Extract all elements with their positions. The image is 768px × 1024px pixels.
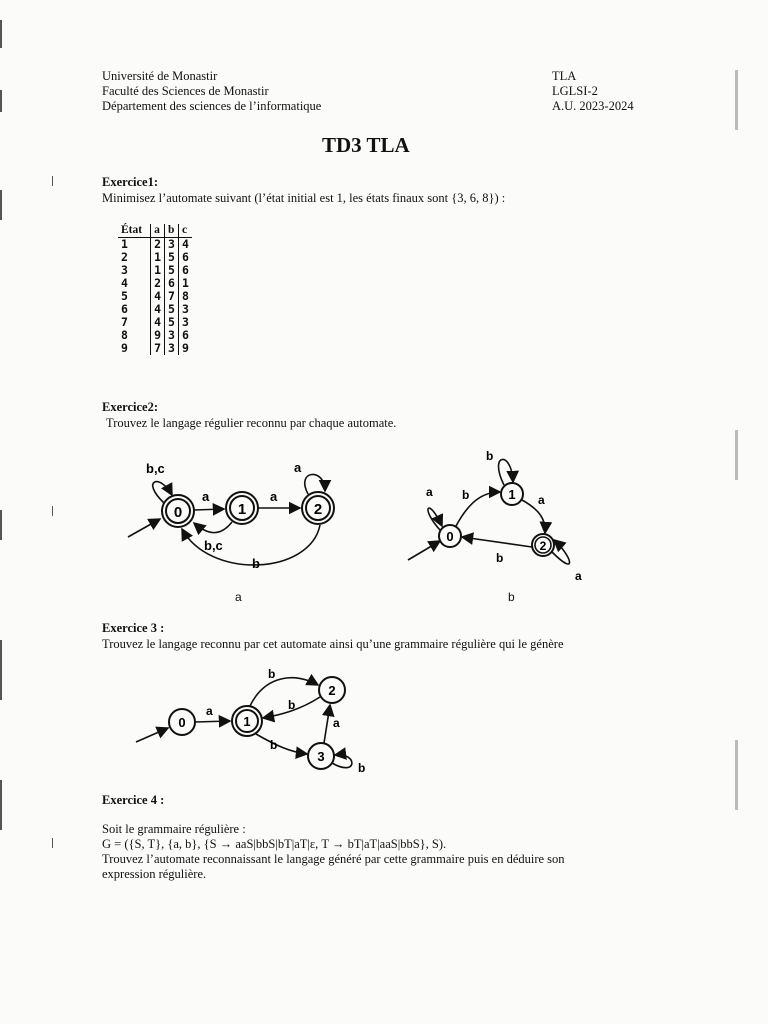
state-cell: 3 <box>121 263 128 277</box>
scan-mark <box>0 640 2 700</box>
table-header: a <box>151 224 165 238</box>
scan-mark <box>52 838 53 848</box>
ex3-text: Trouvez le langage reconnu par cet automate ainsi qu’une grammaire régulière qui le génère <box>102 637 564 651</box>
class-level: LGLSI-2 <box>552 84 598 98</box>
automaton-b <box>400 448 600 588</box>
page-title: TD3 TLA <box>322 133 410 157</box>
transition-table <box>118 224 192 355</box>
ex4-line1: Soit le grammaire régulière : <box>102 822 246 836</box>
state-0 <box>169 709 195 735</box>
transition-cell: 6 <box>165 277 179 290</box>
transition-cell: 8 <box>178 290 191 303</box>
department-name: Département des sciences de l’informatique <box>102 99 322 113</box>
state-2 <box>319 677 345 703</box>
state-label: 2 <box>313 501 323 518</box>
transition-cell: 1 <box>178 277 191 290</box>
table-row <box>118 238 192 252</box>
ex4-title: Exercice 4 : <box>102 793 165 807</box>
university-name: Université de Monastir <box>102 69 218 83</box>
state-0 <box>162 495 194 527</box>
state-cell: 6 <box>121 302 128 316</box>
state-label: 3 <box>317 749 325 764</box>
table-row <box>118 342 192 355</box>
transition-cell: 6 <box>178 264 191 277</box>
table-header: État <box>118 224 151 238</box>
transition-cell: 3 <box>165 329 179 342</box>
transition-cell: 4 <box>178 238 191 252</box>
state-3 <box>308 743 334 769</box>
edge-label: a <box>333 716 340 730</box>
state-cell: 8 <box>121 328 128 342</box>
table-header-row <box>118 224 192 238</box>
ex2-text: Trouvez le langage régulier reconnu par chaque automate. <box>106 416 397 430</box>
transition-cell: 1 <box>151 264 165 277</box>
state-label: 1 <box>508 487 516 502</box>
ex3-title: Exercice 3 : <box>102 621 165 635</box>
edge-label: b <box>288 698 296 712</box>
transition-cell: 7 <box>165 290 179 303</box>
scan-mark <box>0 780 2 830</box>
edge-label: b <box>358 761 366 775</box>
transition-cell: 4 <box>151 290 165 303</box>
scan-mark <box>735 740 738 810</box>
edge-label: a <box>538 493 545 507</box>
automaton-ex3 <box>130 660 380 785</box>
transition-cell: 3 <box>178 303 191 316</box>
header-left <box>102 69 321 114</box>
transition-cell: 6 <box>178 251 191 264</box>
state-cell: 9 <box>121 341 128 355</box>
state-cell: 5 <box>121 289 128 303</box>
transition-cell: 5 <box>165 303 179 316</box>
transition-cell: 2 <box>151 277 165 290</box>
faculty-name: Faculté des Sciences de Monastir <box>102 84 269 98</box>
state-label: 1 <box>243 714 251 729</box>
edge-label: a <box>426 485 433 499</box>
ex1-text: Minimisez l’automate suivant (l’état initial est 1, les états finaux sont {3, 6, 8}) : <box>102 191 506 205</box>
state-2 <box>302 492 334 524</box>
edge-label: a <box>202 489 210 504</box>
ex1-title: Exercice1: <box>102 175 158 189</box>
caption-b: b <box>508 590 515 604</box>
state-label: 0 <box>173 504 183 521</box>
caption-a: a <box>235 590 242 604</box>
transition-cell: 3 <box>165 342 179 355</box>
scan-mark <box>735 70 738 130</box>
ex4-line4: expression régulière. <box>102 867 207 881</box>
transition-cell: 4 <box>151 316 165 329</box>
scan-mark <box>0 190 2 220</box>
edge-label: b <box>496 551 504 565</box>
ex4-grammar: G = ({S, T}, {a, b}, {S → aaS|bbS|bT|aT|ε, T → bT|aT|aaS|bbS}, S). <box>102 837 447 851</box>
state-2 <box>532 534 554 556</box>
edge-label: b,c <box>204 538 223 553</box>
state-0 <box>439 525 461 547</box>
state-cell: 1 <box>121 237 128 251</box>
state-cell: 2 <box>121 250 128 264</box>
academic-year: A.U. 2023-2024 <box>552 99 634 113</box>
transition-cell: 5 <box>165 264 179 277</box>
scan-mark <box>52 506 53 516</box>
state-label: 2 <box>328 683 336 698</box>
ex4-body <box>102 822 565 882</box>
state-1 <box>226 492 258 524</box>
transition-cell: 7 <box>151 342 165 355</box>
edge-label: a <box>270 489 278 504</box>
transition-cell: 5 <box>165 251 179 264</box>
scan-mark <box>52 176 53 186</box>
edge-label: a <box>206 704 213 718</box>
edge-label: b <box>270 738 278 752</box>
transition-cell: 9 <box>178 342 191 355</box>
table-header: c <box>178 224 191 238</box>
edge-label: b <box>268 667 276 681</box>
ex4-line3: Trouvez l’automate reconnaissant le langage généré par cette grammaire puis en déduire son <box>102 852 565 866</box>
state-cell: 4 <box>121 276 128 290</box>
transition-cell: 5 <box>165 316 179 329</box>
state-label: 0 <box>178 715 186 730</box>
scan-mark <box>0 510 2 540</box>
edge-label: a <box>294 460 302 475</box>
state-label: 1 <box>237 501 247 518</box>
ex2-title: Exercice2: <box>102 400 158 414</box>
scan-mark <box>0 20 2 48</box>
transition-cell: 9 <box>151 329 165 342</box>
edge-label: a <box>575 569 582 583</box>
automaton-a <box>120 455 360 585</box>
edge-label: b <box>462 488 470 502</box>
transition-cell: 4 <box>151 303 165 316</box>
scan-mark <box>0 90 2 112</box>
table-body <box>118 238 192 356</box>
transition-cell: 3 <box>178 316 191 329</box>
header-right <box>552 69 634 114</box>
state-label: 2 <box>539 539 547 553</box>
edge-label: b <box>252 556 260 571</box>
state-1 <box>232 706 262 736</box>
transition-cell: 3 <box>165 238 179 252</box>
edge-label: b,c <box>146 461 165 476</box>
edge-label: b <box>486 449 494 463</box>
course-code: TLA <box>552 69 577 83</box>
transition-cell: 2 <box>151 238 165 252</box>
transition-cell: 1 <box>151 251 165 264</box>
transition-cell: 6 <box>178 329 191 342</box>
table-header: b <box>165 224 179 238</box>
state-1 <box>501 483 523 505</box>
state-label: 0 <box>446 529 454 544</box>
scan-mark <box>735 430 738 480</box>
state-cell: 7 <box>121 315 128 329</box>
